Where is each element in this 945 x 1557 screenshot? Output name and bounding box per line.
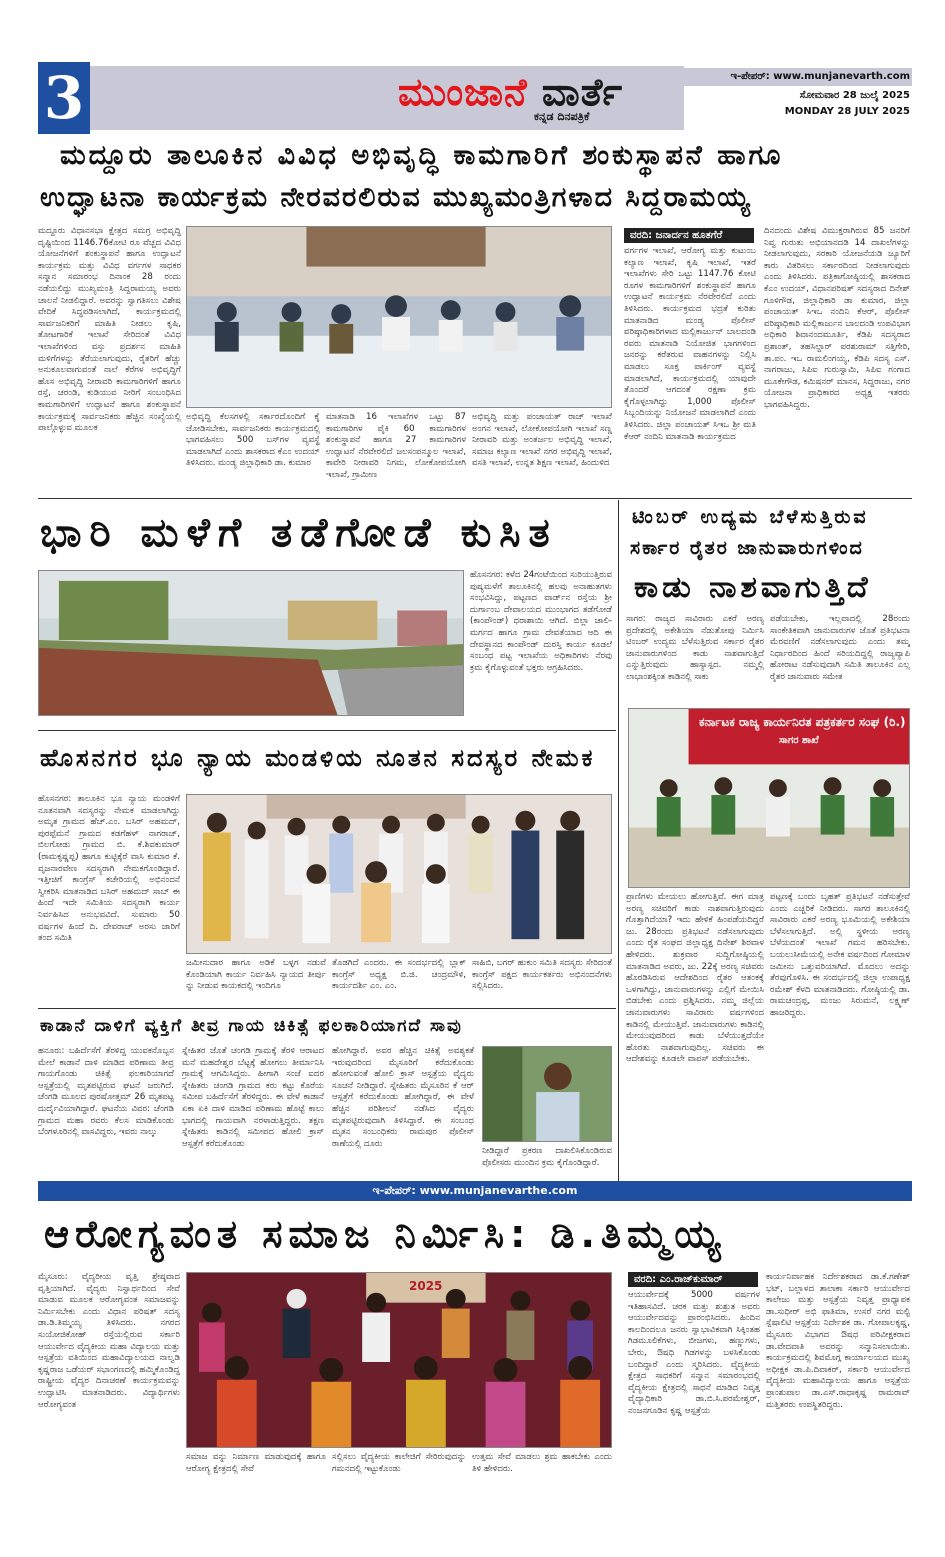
story5-column-2: ಸ್ನೇಹಿತರ ಜೊತೆ ಚಂಗಡಿ ಗ್ರಾಮಕ್ಕೆ ತೆರಳಿ ಆರಾಟದ ಮನೆ ಮಹದೇಶ್ವರ ಬೆಟ್ಟಕ್ಕೆ ಹೋಗಲು ತೀರ್ಮಾನಿಸಿ ಗ್ರಾಮಕ್ಕೆ ಆಗಮಿಸಿದ್ದರು. ಹೀಗಾಗಿ ಸಂಜೆ ಐದರ ಸ್ನೇಹಿತರು ಚಂಗಡಿ ಗ್ರಾಮದ ಕರು ಕಟ್ಟು ಕೊರೆಯ ಸಮೀಪ ಬಹಿರ್ದೆಸೆಗೆ ತೆರಳಿದ್ದರು. ಈ ವೇಳೆ ಕಾಡಾನೆ ಏಕಾ ಏಕಿ ದಾಳಿ ಮಾಡಿದ ಪರಿಣಾಮ ಹೊಟ್ಟೆ ಕಾಲು ಭಾಗದಲ್ಲಿ ಗಾಯವಾಗಿ ನರಳಾಡುತ್ತಿದ್ದರು. ತಕ್ಷಣ ಸ್ನೇಹಿತರು ಕಾಡಿನಲ್ಲಿ ಸಮೀಪದ ಹೋಲಿ ಕ್ರಾಸ್ ಆಸ್ಪತ್ರೆಗೆ ಕರೆದುಕೊಂಡು: [182, 1046, 324, 1149]
felicitation-photo-icon: [187, 1273, 611, 1447]
story6-column-5: ಆಯುರ್ವೇದಕ್ಕೆ 5000 ವರ್ಷಗಳ ಇತಿಹಾಸವಿದೆ. ಚರಕ ಮತ್ತು ಶುಶ್ರುತ ಅವರು ಆಯುರ್ವೇದವನ್ನು ಪ್ರಾರಂಭಿಸಿದರು. ಹಿಂದಿನ ಕಾಲದಿಂದಲೂ ಜನರು ಸ್ವಾಭಾವಿಕವಾಗಿ ಸಿಕ್ಕಿಂತಹ ಗಿಡಮೂಲಿಕೆಗಳು, ಬೀಜಗಳು, ಹಣ್ಣುಗಳು, ಬೇರು, ಔಷಧಿ ಗಿಡಗಳನ್ನು ಬಳಸಿಕೊಂಡು ಬಂದಿದ್ದಾರೆ ಎಂದು ಸ್ಮರಿಸಿದರು. ವೈದ್ಯಕೀಯ ಕ್ಷೇತ್ರದ ಸಾಧಕರಿಗೆ ಸನ್ಮಾನ ಸಮಾರಂಭದಲ್ಲಿ ವೈದ್ಯಕೀಯ ಕ್ಷೇತ್ರದಲ್ಲಿ ಸಾಧನೆ ಮಾಡಿದ ನಿವೃತ್ತ ವೈದ್ಯಾಧಿಕಾರಿ ಡಾ.ಬಿ.ಸಿ.ಪರಮೇಶ್ವರ್, ನಂಜನಗೂಡಿನ ಕೃಷ್ಣ ಆಸ್ಪತ್ರೆಯ: [628, 1290, 760, 1416]
title-part1: ಮುಂಜಾನೆ: [398, 70, 528, 114]
story1-byline: ವರದಿ: ಜನಾರ್ದನ ಹೂತಗೆರೆ: [624, 228, 754, 243]
story1-column-1: ಮದ್ದೂರು ವಿಧಾನಸಭಾ ಕ್ಷೇತ್ರದ ಸಮಗ್ರ ಅಭಿವೃದ್ಧಿ ದೃಷ್ಟಿಯಿಂದ 1146.76ಕೋಟಿ ರೂ ವೆಚ್ಚದ ವಿವಿಧ ಯೋಜನೆಗಳಿಗೆ ಶಂಕುಸ್ಥಾಪನೆ ಹಾಗೂ ಉದ್ಘಾಟನೆ ಕಾರ್ಯಕ್ರಮ ಮತ್ತು ವಿವಿಧ ವರ್ಗಗಳ ಸಾಧಕರ ಸನ್ಮಾನ ಸಮಾರಂಭ ದಿನಾಂಕ 28 ರಂದು ನಡೆಯಲಿದ್ದು ಮುಖ್ಯಮಂತ್ರಿ ಸಿದ್ದರಾಮಯ್ಯ ಅವರು ಚಾಲನೆ ನೀಡಲಿದ್ದಾರೆ. ಅವರನ್ನು ಸ್ವಾಗತಿಸಲು ವಿಶೇಷ ವೇದಿಕೆ ಸಿದ್ಧಪಡಿಸಲಾಗಿದೆ, ಕಾರ್ಯಕ್ರಮದಲ್ಲಿ ಸಾರ್ವಜನಿಕರಿಗೆ ಮಾಹಿತಿ ನೀಡಲು ಕೃಷಿ, ತೋಟಗಾರಿಕೆ ಇಲಾಖೆ ಸೇರಿದಂತೆ ವಿವಿಧ ಇಲಾಖೆಗಳಿಂದ ವಸ್ತು ಪ್ರದರ್ಶನ ಮಾಹಿತಿ ಮಳಿಗೆಗಳನ್ನು ತೆರೆಯಲಾಗುವುದು, ರೈತರಿಗೆ ಹೆಚ್ಚು ಅನುಕೂಲವಾಗುವಂತೆ ನಾಲೆ ಕೆರೆಗಳ ಅಭಿವೃದ್ಧಿಗೆ ಹೊಸ ಅಭಿವೃದ್ಧಿ ನೀರಾವರಿ ಕಾಮಗಾರಿಗಳಿಗೆ ಹಾಗೂ ರಸ್ತೆ, ಚರಂಡಿ, ಕುಡಿಯುವ ನೀರಿಗೆ ಸಂಬಂಧಿಸಿದ ಕಾಮಗಾರಿಗಳಿಗೆ ಉದ್ಘಾಟನೆ ಹಾಗೂ ಶಂಕುಸ್ಥಾಪನೆ ಕಾರ್ಯಕ್ರಮಕ್ಕೆ ಸಾರ್ವಜನಿಕರು ಹೆಚ್ಚಿನ ಸಂಖ್ಯೆಯಲ್ಲಿ ಪಾಲ್ಗೊಳ್ಳುವ ಮೂಲಕ: [38, 226, 181, 434]
story2-body: ಹೊಸನಗರ: ಕಳೆದ 24ಗಂಟೆಯಿಂದ ಸುರಿಯುತ್ತಿರುವ ಪುಷ್ಯಮಳೆಗೆ ತಾಲೂಕಿನಲ್ಲಿ ಹಲವು ಅನಾಹುತಗಳು ಸಂಭವಿಸಿದ್ದು, ಪಟ್ಟಣದ ವಾರ್ಡ್‌ನ ರಸ್ತೆಯ ಶ್ರೀ ದುರ್ಗಾಂಬ ದೇವಾಲಯದ ಮುಂಭಾಗದ ತಡೆಗೋಡೆ (ಕಾಂಪೌಂಡ್) ಧರಾಶಾಯಿ ಆಗಿದೆ. ಬಿಲ್ಲಾ ಚಾಲಿ-ಮರ್ಗದ ಹಾಗೂ ಗ್ರಾಮ ದೇವತೆಯಾದ ಆದಿ ಈ ದೇವಸ್ಥಾನದ ಕಾಂಪೌಂಡ್ ದುರಸ್ತಿ ಕಾರ್ಯ ಕೂಡಲೆ ಸಂಬಂಧ ಪಟ್ಟ ಇಲಾಖೆಯ ಅಧಿಕಾರಿಗಳು ನೆರವು ಕ್ರಮ ಕೈಗೊಳ್ಳುವಂತೆ ಭಕ್ತರು ಆಗ್ರಹಿಸಿದರು.: [470, 570, 612, 673]
masthead-info: [684, 66, 912, 130]
story5-column-3: ಹೋಗಿದ್ದಾರೆ. ಅವರ ಹೆಚ್ಚಿನ ಚಿಕಿತ್ಸೆ ಅವಶ್ಯಕತೆ ಇರುವುದರಿಂದ ಮೈಸೂರಿಗೆ ಕರೆದುಕೊಂಡು ಹೋಗುವಂತೆ ಹೋಲಿ ಕ್ರಾಸ್ ಆಸ್ಪತ್ರೆಯ ವೈದ್ಯರು ಸೂಚನೆ ನೀಡಿದ್ದಾರೆ. ಸ್ನೇಹಿತರು ಮೈಸೂರಿನ ಕೆ ಆರ್ ಆಸ್ಪತ್ರೆಗೆ ಕರೆದುಕೊಂಡು ಹೋಗಿದ್ದಾರೆ, ಈ ವೇಳೆ ಹೆಚ್ಚಿನ ಪರಿಶೀಲನೆ ನಡೆಸಿದ ವೈದ್ಯರು ಮೃತಪಟ್ಟಿರುವುದಾಗಿ ತಿಳಿಸಿದ್ದಾರೆ. ಈ ಸಂಬಂಧ ಮೃತನ ಸಂಬಂಧಿಕರು ರಾಮಪುರ ಪೊಲೀಸ್ ಠಾಣೆಯಲ್ಲಿ ದೂರು: [332, 1046, 474, 1149]
story4-headline: ಹೊಸನಗರ ಭೂ ನ್ಯಾಯ ಮಂಡಳಿಯ ನೂತನ ಸದಸ್ಯರ ನೇಮಕ: [40, 744, 596, 772]
victim-portrait-icon: [483, 1047, 611, 1141]
story4-column-1: ಹೊಸನಗರ: ತಾಲೂಕಿನ ಭೂ ನ್ಯಾಯ ಮಂಡಳಿಗೆ ನೂತನವಾಗಿ ಸದಸ್ಯರನ್ನು ನೇಮಕ ಮಾಡಲಾಗಿದ್ದು ಅಮೃತ ಗ್ರಾಮದ ಹೆಚ್.ಎಂ. ಬಸಿರ್ ಅಹಮದ್, ಪುರಪ್ಪೆಮನೆ ಗ್ರಾಮದ ಕಡಗೆಹಳ್ ನಾಗರಾಜ್, ಬಿಲಗೋಡು ಗ್ರಾಮದ ಬಿ. ಕೆ.ಶಿವಕುಮಾರ್ (ರಾಮಕೃಷ್ಣಪ್ಪ) ಹಾಗೂ ಕುಟ್ಟಿಕ್ಕೆರೆ ವಾಸಿ ಕುಮಾರ ಕೆ. ವೃಜನಾರವೇಣ ಸದಸ್ಯರಾಗಿ ನೇಮಕಗೊಂಡಿದ್ದಾರೆ. ಇತ್ತೀಚಿಗೆ ಕಾಂಗ್ರೆಸ್ ಕಚೇರಿಯಲ್ಲಿ ಅಭಿನಂದನೆ ಸ್ವೀಕರಿಸಿ ಮಾತನಾಡಿದ ಬಸಿರ್ ಅಹಮದ್ ಸಾಬ್ ಈ ಹಿಂದೆ ಇದೇ ಸಮಿತಿಯ ಸದಸ್ಯರಾಗಿ ಕಾರ್ಯ ನಿರ್ವಹಿಸಿದ ಅನುಭವವಿದೆ. ಸುಮಾರು 50 ವರ್ಷಗಳ ಹಿಂದೆ ದಿ. ದೇವರಾಜ್ ಅರಸು ಜಾರಿಗೆ ತಂದ ಸಮಿತಿ: [38, 794, 180, 944]
story4-column-4: ಸಾಹಿಬಿ, ಬಗರ್ ಹುಕುಂ ಸಮಿತಿ ಸದಸ್ಯರು ಸೇರಿದಂತೆ ಕಾಂಗ್ರೆಸ್ ಪಕ್ಷದ ಕಾರ್ಯಕರ್ತರು ಅಭಿನಂದನೆಗಳು ಸಲ್ಲಿಸಿದರು.: [472, 958, 612, 992]
story4-column-2: ಜಮೀನುದಾರ ಹಾಗೂ ಅಡಿಕೆ ಬಳ್ಳಗ ನಡುವೆ ಕೊಂಡಿಯಾಗಿ ಕಾರ್ಯ ನಿರ್ವಹಿಸಿ ನ್ಯಾಯದ ತೀರ್ಪು ನ್ನು ನೀಡುವ ಕಾಯಕದಲ್ಲಿ ಇಂದಿಗೂ: [186, 958, 326, 992]
story4-column-3: ತೊಡಗಿದೆ ಎಂದರು. ಈ ಸಂದರ್ಭದಲ್ಲಿ ಬ್ಲಾಕ್ ಕಾಂಗ್ರೆಸ್ ಅಧ್ಯಕ್ಷ ಬಿ.ಜಿ. ಚಂದ್ರಮೌಳಿ, ಕಾರ್ಯದರ್ಶಿ ಎಂ. ಎಂ.: [332, 958, 466, 992]
date-kannada: ಸೋಮವಾರ 28 ಜುಲೈ 2025: [799, 90, 910, 101]
story1-under-photo-b: ಮಾತನಾಡಿ 16 ಇಲಾಖೆಗಳ ಒಟ್ಟು 87 ಕಾಮಗಾರಿಗಳ ಪೈಕಿ 60 ಕಾಮಗಾರಿಗಳ ಶಂಕುಸ್ಥಾಪನೆ ಹಾಗೂ 27 ಕಾಮಗಾರಿಗಳ ಉದ್ಘಾಟನೆ ನೆರವೇರಲಿದೆ ಜಲಸಂಪನ್ಮೂಲ ಇಲಾಖೆ, ಕಾವೇರಿ ನೀರಾವರಿ ನಿಗಮ, ಲೋಕೋಪಯೋಗಿ ಇಲಾಖೆ, ಗ್ರಾಮೀಣ: [326, 412, 466, 480]
story6-column-4: ಉತ್ತಮ ಸೇವೆ ಮಾಡಲು ಶ್ರಮ ಹಾಕಬೇಕು ಎಂದು ತಿಳಿ ಹೇಳಿದರು.: [472, 1452, 612, 1474]
farmers-meeting-photo-icon: [629, 709, 909, 887]
collapsed-wall-photo-icon: [39, 571, 463, 715]
story5-headline: ಕಾಡಾನೆ ದಾಳಿಗೆ ವ್ಯಕ್ತಿಗೆ ತೀವ್ರ ಗಾಯ ಚಿಕಿತ್ಸೆ ಫಲಕಾರಿಯಾಗದೆ ಸಾವು: [40, 1016, 463, 1036]
story5-column-4: ನೀಡಿದ್ದಾರೆ ಪ್ರಕರಣ ದಾಖಲಿಸಿಕೊಂಡಿರುವ ಪೊಲೀಸರು ಮುಂದಿನ ಕ್ರಮ ಕೈಗೊಂಡಿದ್ದಾರೆ.: [482, 1146, 612, 1168]
story3-column-1: ಸಾಗರ: ರಾಜ್ಯದ ಸಾವಿರಾರು ಎಕರೆ ಅರಣ್ಯ ಪ್ರದೇಶದಲ್ಲಿ ಅಕೇಶಿಯಾ ನೆಡುತೋಪು ನಿರ್ಮಿಸಿ ಟಿಂಬರ್ ಉದ್ಯಮ ಬೆಳೆಸುತ್ತಿರುವ ಸರ್ಕಾರ ರೈತರ ಜಾನುವಾರುಗಳಿಂದ ಕಾಡು ನಾಶವಾಗುತ್ತಿದೆ ಎನ್ನುತ್ತಿರುವುದು ಹಾಸ್ಯಾಸ್ಪದ. ನಮ್ಮಲ್ಲಿ ಲಾಭಾಂಶಕ್ಕಿಂತ ಕಾಡಿನಲ್ಲಿ ಸಾಕು: [626, 614, 764, 682]
newspaper-subtitle: ಕನ್ನಡ ದಿನಪತ್ರಿಕೆ: [534, 110, 590, 123]
story1-headline-line2: ಉದ್ಘಾಟನಾ ಕಾರ್ಯಕ್ರಮ ನೇರವರಲಿರುವ ಮುಖ್ಯಮಂತ್ರಿಗಳಾದ ಸಿದ್ದರಾಮಯ್ಯ: [40, 182, 752, 213]
page-number: 3: [38, 62, 90, 134]
story6-column-3: ಸಲ್ಲಿಸಲು ವೈದ್ಯಕೀಯ ಕಾಲೇಜಿಗೆ ಸೇರಿರುವುದನ್ನು ಗಮನದಲ್ಲಿ ಇಟ್ಟುಕೊಂಡು: [332, 1452, 466, 1474]
newspaper-title: [398, 70, 623, 115]
divider: [38, 730, 616, 731]
story6-column-2: ಸಮಾಜ ವನ್ನು ನಿರ್ಮಾಣ ಮಾಡುವುದಕ್ಕೆ ಹಾಗೂ ಆರೋಗ್ಯ ಕ್ಷೇತ್ರದಲ್ಲಿ ಸೇವೆ: [186, 1452, 326, 1474]
story1-under-photo-a: ಅಭಿವೃದ್ಧಿ ಕೆಲಸಗಳಲ್ಲಿ ಸರ್ಕಾರದೊಂದಿಗೆ ಕೈ ಜೋಡಿಸಬೇಕು, ಸಾರ್ವಜನಿಕರು ಕಾರ್ಯಕ್ರಮದಲ್ಲಿ ಭಾಗವಹಿಸಲು 500 ಬಸ್‌ಗಳ ವ್ಯವಸ್ಥೆ ಮಾಡಲಾಗಿದೆ ಎಂದು ಶಾಸಕರಾದ ಕೆಎಂ ಉದಯ್ ತಿಳಿಸಿದರು. ಮಂಡ್ಯ ಜಿಲ್ಲಾಧಿಕಾರಿ ಡಾ. ಕುಮಾರ: [186, 412, 320, 469]
story3-column-3: ಪ್ರಾಣಿಗಳು ಮೇಯಲು ಹೋಗುತ್ತಿವೆ. ಈಗ ಮಾತ್ರ ಅರಣ್ಯ ಸಚಿವರಿಗೆ ಕಾಡು ನಾಶವಾಗುತ್ತಿರುವುದು ಗೊತ್ತಾಗಿದೆಯಾ? ಇದು ಹೇಳಿಕೆ ಹಿಂಪಡೆಯದಿದ್ದರೆ ಜು. 28ರಂದು ಪ್ರತಿಭಟನೆ ನಡೆಸಲಾಗುವುದು ಎಂದು ರೈತ ಸಂಘದ ಜಿಲ್ಲಾಧ್ಯಕ್ಷ ದಿನೇಶ್ ಶಿರವಾಳ ಹೇಳಿದರು. ಶುಕ್ರವಾರ ಸುದ್ದಿಗೋಷ್ಠಿಯಲ್ಲಿ ಮಾತನಾಡಿದ ಅವರು, ಜು. 22ಕ್ಕೆ ಅರಣ್ಯ ಸಚಿವರು ಹೊರಡಿಸಿರುವ ಆದೇಶದಿಂದ ರೈತರ ಆತಂಕಕ್ಕೆ ಒಳಗಾಗಿದ್ದು, ಜಾನುವಾರುಗಳನ್ನು ಎಲ್ಲಿಗೆ ಮೇಯಿಸಿ ಬಿಡಬೇಕು ಎಂದು ಪ್ರಶ್ನಿಸಿದರು. ನಮ್ಮ ಜಿಲ್ಲೆಯ ಜಾನುವಾರುಗಳು ಸಾವಿರಾರು ವರ್ಷಗಳಿಂದ ಕಾಡಿನಲ್ಲಿ ಮೇಯುತ್ತಿವೆ. ಜಾನುವಾರುಗಳು ಕಾಡಿನಲ್ಲಿ ಮೇಯುವುದರಿಂದ ಕಾಡು ಬೆಳೆಯುತ್ತದೆಯೇ ಹೊರತು ನಾಶವಾಗುವುದಿಲ್ಲ. ಸಚಿವರು ಈ ಆದೇಶವನ್ನು ಕೂಡಲೇ ವಾಪಸ್ ಪಡೆಯಬೇಕು.: [626, 892, 764, 1065]
epaper-band: ಇ-ಪೇಪರ್: www.munjanevarthe.com: [38, 1181, 912, 1201]
story1-column-3: ವರ್ಗಗಳ ಇಲಾಖೆ, ಆರೋಗ್ಯ ಮತ್ತು ಕುಟುಂಬ ಕಲ್ಯಾಣ ಇಲಾಖೆ, ಕೃಷಿ ಇಲಾಖೆ, ಇತರೆ ಇಲಾಖೆಗಳು ಸೇರಿ ಒಟ್ಟು 1147.76 ಕೋಟಿ ರೂಗಳ ಕಾಮಗಾರಿಗಳಿಗೆ ಶಂಕುಸ್ಥಾಪನೆ ಹಾಗೂ ಉದ್ಘಾಟನೆ ಕಾರ್ಯಕ್ರಮ ನೆರವೇರಲಿದೆ ಎಂದು ತಿಳಿಸಿದರು. ಕಾರ್ಯಕ್ರಮದ ಭದ್ರತೆ ಕುರಿತು ಮಾತನಾಡಿದ ಮಂಡ್ಯ ಪೊಲೀಸ್ ವರಿಷ್ಠಾಧಿಕಾರಿಗಳಾದ ಮಲ್ಲಿಕಾರ್ಜುನ್ ಬಾಲದಂಡಿ ರವರು ಮಾತನಾಡಿ ನಿಯೋಜಿತ ಭಾಗಗಳಿಂದ ಜನರನ್ನು ಕರೆತರುವ ವಾಹನಗಳನ್ನು ನಿಲ್ಲಿಸಿ ಮಾಡಲು ಸೂಕ್ತ ಪಾರ್ಕಿಂಗ್ ವ್ಯವಸ್ಥೆ ಮಾಡಲಾಗಿದೆ, ಕಾರ್ಯಕ್ರಮದಲ್ಲಿ ಯಾವುದೇ ತೊಂದರೆ ಆಗದಂತೆ ರಕ್ಷಣಾ ಕ್ರಮ ಕೈಗೊಳ್ಳಲಾಗಿದ್ದು 1,000 ಪೊಲೀಸ್ ಸಿಬ್ಬಂದಿಯನ್ನು ನಿಯೋಜನೆ ಮಾಡಲಾಗಿದೆ ಎಂದು ತಿಳಿಸಿದರು. ಜಿಲ್ಲಾ ಪಂಚಾಯತ್ ಸಿಇಒ ಶ್ರೀ ಮತಿ ಕೆಆರ್ ನಂದಿನಿ ಮಾತನಾಡಿ ಕಾರ್ಯಕ್ರಮದ: [624, 246, 756, 442]
story6-photo: [186, 1272, 612, 1448]
photo-banner-text: ಕರ್ನಾಟಕ ರಾಜ್ಯ ಕಾರ್ಯನಿರತ ಪತ್ರಕರ್ತರ ಸಂಘ (ರಿ.): [699, 715, 906, 729]
masthead: [38, 62, 912, 138]
photo-year-text: 2025: [409, 1279, 443, 1293]
story3-column-2: ಪಡೆಯಬೇಕು, ಇಲ್ಲವಾದಲ್ಲಿ 28ರಂದು ಸಾಂಕೇತಿಕವಾಗಿ ಜಾನುವಾರುಗಳ ಜೊತೆ ಪ್ರತಿಭಟನಾ ಮೆರವಣಿಗೆ ನಡೆಸಲಾಗುವುದು ಎಂದು ತಮ್ಮ ನಿರ್ಧಾರದಿಂದ ಹಿಂದೆ ಸರಿಯದಿದ್ದಲ್ಲಿ ರಾಜ್ಯವ್ಯಾಪಿ ಹೋರಾಟ ನಡೆಸುವುದಾಗಿ ಸಮಿತಿ ತಾಲೂಕಿನ ಎಲ್ಲ ರೈತರ ಜಾನುವಾರು ಸಮೇತ: [770, 614, 910, 682]
press-meet-photo-icon: [187, 227, 611, 407]
group-photo-icon: [187, 795, 611, 953]
story6-byline: ವರದಿ: ಎಂ.ರಾಜ್‌ಕುಮಾರ್: [628, 1272, 758, 1287]
divider: [38, 1008, 616, 1009]
story3-headline-line3: ಕಾಡು ನಾಶವಾಗುತ್ತಿದೆ: [634, 570, 872, 605]
story3-column-4: ಪಟ್ಟಣಕ್ಕೆ ಬಂದು ಬೃಹತ್ ಪ್ರತಿಭಟನೆ ನಡೆಸುತ್ತೇವೆ ಎಂದು ಎಚ್ಚರಿಕೆ ನೀಡಿದರು. ಸಾಗರ ತಾಲೂಕಿನಲ್ಲಿ ಸಾವಿರಾರು ಎಕರೆ ಅರಣ್ಯ ಭೂಮಿಯಲ್ಲಿ ಅಕೇಶಿಯಾ ಬೆಳೆಸಲಾಗುತ್ತಿದೆ. ಅಲ್ಲಿ ಸ್ಥಳೀಯ ಅರಣ್ಯ ಬೆಳೆಯದಂತೆ ಇಲಾಖೆ ಗಮನ ಹರಿಸಬೇಕು. ಬಯಲುಸೀಮೆಯಲ್ಲಿ ಅನೇಕ ವರ್ಷದಿಂದ ಗೋಮಾಳ ಜಮೀನು ಒತ್ತುವರಿಯಾಗಿದೆ. ಮೊದಲು ಅದನ್ನು ತೆರವುಗೊಳಿಸಿ. ಈ ಸಂದರ್ಭದಲ್ಲಿ ಜಿಲ್ಲಾ ಉಪಾಧ್ಯಕ್ಷ ರಮೇಶ್ ಕೆಳದಿ ಮಾತನಾಡಿದರು. ಗೋಷ್ಠಿಯಲ್ಲಿ ಡಾ. ರಾಮಚಂದ್ರಪ್ಪ, ಮಂಜು ಸಿರುಮನೆ, ಲಕ್ಷ್ಮಣ್ ಹಾಜರಿದ್ದರು.: [770, 892, 910, 1018]
story3-headline-line1: ಟಿಂಬರ್ ಉದ್ಯಮ ಬೆಳೆಸುತ್ತಿರುವ: [632, 506, 869, 528]
divider: [38, 498, 912, 499]
website-label: ಇ-ಪೇಪರ್: www.munjanevarth.com: [684, 68, 912, 86]
story6-headline: ಆರೋಗ್ಯವಂತ ಸಮಾಜ ನಿರ್ಮಿಸಿ: ಡಿ.ತಿಮ್ಮಯ್ಯ: [44, 1212, 727, 1256]
story1-under-photo-c: ಅಭಿವೃದ್ಧಿ ಮತ್ತು ಪಂಚಾಯತ್ ರಾಜ್ ಇಲಾಖೆ ಅಂಗನ ಇಲಾಖೆ, ಲೋಕೋಪಯೋಗಿ ಇಲಾಖೆ ಸಣ್ಣ ನೀರಾವರಿ ಮತ್ತು ಅಂತರ್ಜಲ ಅಭಿವೃದ್ಧಿ ಇಲಾಖೆ, ಸಮಾಜ ಕಲ್ಯಾಣ ಇಲಾಖೆ ನಗರ ಅಭಿವೃದ್ಧಿ ಇಲಾಖೆ, ವಸತಿ ಇಲಾಖೆ, ಉನ್ನತ ಶಿಕ್ಷಣ ಇಲಾಖೆ, ಹಿಂದುಳಿದ: [472, 412, 612, 469]
story1-column-4: ದಿನದಂದು ವಿಶೇಷ ವಿಮುಕ್ತರಾಗಿರುವ 85 ಜನರಿಗೆ ನಿವ್ವ ಗುರುತು ಅಭಿಯಾನದಡಿ 14 ದಾಖಲೆಗಳನ್ನು ನೀಡಲಾಗುವುದು, ಸರಕಾರಿ ಯೋಜನೆಯಡಿ ಜ್ಯೂರಿಗೆ ಕಾರು ವಿತರಿಸಲು ಸರ್ಕಾರದಿಂದ ನೀಡಲಾಗುವುದು ಎಂದು ತಿಳಿಸಿದರು. ಪತ್ರಿಕಾಗೋಷ್ಠಿಯಲ್ಲಿ ಶಾಸಕರಾದ ಕೆಎಂ ಉದಯ್, ವಿಧಾನಪರಿಷತ್ ಸದಸ್ಯರಾದ ದಿನೇಶ್ ಗೂಳಿಗೌಡ, ಜಿಲ್ಲಾಧಿಕಾರಿ ಡಾ ಕುಮಾರ, ಜಿಲ್ಲಾ ಪಂಚಾಯತ್ ಸಿಇಒ ನಂದಿನಿ ಕೆಆರ್, ಪೊಲೀಸ್ ವರಿಷ್ಠಾಧಿಕಾರಿ ಮಲ್ಲಿಕಾರ್ಜುನ ಬಾಲದಂಡಿ ಉಪವಿಭಾಗ ಅಧಿಕಾರಿ ಶಿವಾನಂದಮೂರ್ತಿ, ಕೆಡಿಪಿ ಸದಸ್ಯರಾದ ಪ್ರಶಾಂತ್, ತಹಸಿಲ್ದಾರ್ ಪರಶುರಾಮ್ ಸತ್ತಿಗೇರಿ, ತಾ.ಪಂ. ಇಒ ರಾಮಲಿಂಗಯ್ಯ, ಕೆಡಿಪಿ ಸದಸ್ಯ ಎಸ್. ನಾಗರಾಜು, ಸಿಪಿಐ ಗುರುಸ್ವಾಮಿ, ಸಿಪಿಐ ಗಂಗಾದ ಮೂಕೇಗೌಡ, ಕಮಿಷನರ್ ಮಾನಸ, ಸಿದ್ದರಾಜು, ನಗರ ಯೋಜನಾ ಪ್ರಾಧಿಕಾರದ ಅಧ್ಯಕ್ಷ ಇತರರು ಭಾಗವಹಿಸಿದ್ದರು.: [764, 226, 910, 410]
story3-headline-line2: ಸರ್ಕಾರ ರೈತರ ಜಾನುವಾರುಗಳಿಂದ: [630, 537, 864, 559]
story1-headline-line1: ಮದ್ದೂರು ತಾಲೂಕಿನ ವಿವಿಧ ಅಭಿವೃದ್ಧಿ ಕಾಮಗಾರಿಗೆ ಶಂಕುಸ್ಥಾಪನೆ ಹಾಗೂ: [60, 140, 784, 171]
photo-banner-subtext: ಸಾಗರ ಶಾಖೆ: [779, 735, 819, 746]
date-english: MONDAY 28 JULY 2025: [784, 106, 910, 117]
story1-photo: [186, 226, 612, 408]
story5-column-1: ಹನೂರು: ಬಹಿರ್ದೆಸೆಗೆ ತೆರಳಿದ್ದ ಯುವಕನೊಬ್ಬನ ಮೇಲೆ ಕಾಡಾನೆ ದಾಳಿ ಮಾಡಿದ ಪರಿಣಾಮ ತೀವ್ರ ಗಾಯಗೊಂಡು ಚಿಕಿತ್ಸೆ ಫಲಕಾರಿಯಾಗದೆ ಆಸ್ಪತ್ರೆಯಲ್ಲಿ ಮೃತಪಟ್ಟಿರುವ ಘಟನೆ ಜರುಗಿದೆ. ಚೆಂಗಡಿ ಮೂಲದ ಪುರಷೋತ್ತಮ್ 26 ಮೃತಪಟ್ಟ ದುರ್ದೈವಿಯಾಗಿದ್ದಾರೆ. ಘಟನೆಯ ವಿವರ: ಚೆಂಗಡಿ ಗ್ರಾಮದ ಮಹಾ ರವರು ಕೆಲಸ ಮಾಡಿಕೊಂಡು ಬೆಂಗಳೂರಿನಲ್ಲಿ ವಾಸವಿದ್ದರು, ಇವರು ನಾಲ್ಕು: [38, 1046, 174, 1138]
story2-photo: [38, 570, 464, 716]
story3-photo: [628, 708, 910, 888]
story4-photo: [186, 794, 612, 954]
story6-column-6: ಕಾರ್ಯನಿರ್ವಾಹಕ ನಿರ್ದೇಶಕರಾದ ಡಾ.ಕೆ.ಗಣೇಶ್ ಭಟ್, ಬಲ್ಲಾಳದ ತಾಲಾಕಾ ಸರ್ಕಾರಿ ಆಯುರ್ವೇದ ಕಾಲೇಜು ಮತ್ತು ಆಸ್ಪತ್ರೆಯ ನಿವೃತ್ತ ಪ್ರಾಧ್ಯಾಪಕ ಡಾ.ಸುಧೀರ್ ಅಭಿ ಫಾತಿಮಾ, ಉಸರೆ ನಗರ ಮಲ್ಟಿ ಸ್ಪೆಷಾಲಿಟಿ ಆಸ್ಪತ್ರೆಯ ನಿರ್ದೇಶಕ ಡಾ. ಗೋಪಾಲಕೃಷ್ಣ, ಮೈಸೂರು ವಿಭಾಗದ ಔಷಧ ಪರಿವೀಕ್ಷಕರಾದ ಡಾ.ವೇದವಾತಿ ಅವರನ್ನು ಸನ್ಮಾನಿಸಲಾಯಿತು. ಕಾರ್ಯಕ್ರಮದಲ್ಲಿ ಶಿವಮೊಗ್ಗ ಕಾರ್ಯಾಲಯದ ಮುಖ್ಯ ಅಧೀಕ್ಷಕ ಡಾ.ಪಿ.ದಿವಾಕರ್, ಸರ್ಕಾರಿ ಆಯುರ್ವೇದ ವೈದ್ಯಕೀಯ ಮಹಾವಿದ್ಯಾಲಯ ಹಾಗೂ ಆಸ್ಪತ್ರೆಯ ಪ್ರಾಂಶುಪಾಲ ಡಾ.ಎಸ್.ರಾಧಾಕೃಷ್ಣ ರಾಮರಾವ್ ಮತ್ತಿತರರು ಉಪಸ್ಥಿತರಿದ್ದರು.: [766, 1272, 910, 1410]
story5-photo: [482, 1046, 612, 1142]
title-part2: ವಾರ್ತೆ: [541, 70, 624, 114]
column-divider: [618, 500, 619, 1184]
story6-column-1: ಮೈಸೂರು: ವೈದ್ಯರೀಯ ವೃತ್ತಿ ಶ್ರೇಷ್ಠವಾದ ವೃತ್ತಿಯಾಗಿದೆ. ವೈದ್ಯರು ನಿಸ್ವಾರ್ಥದಿಂದ ಸೇವೆ ಮಾಡುವ ಮೂಲಕ ಆರೋಗ್ಯವಂತ ಸಮಾಜವನ್ನು ನಿರ್ಮಿಸಬೇಕು ಎಂದು ವಿಧಾನ ಪರಿಷತ್ ಸದಸ್ಯ ಡಾ.ಡಿ.ತಿಮ್ಮಯ್ಯ ತಿಳಿಸಿದರು. ನಗರದ ಸುಯೋಜಿಕೋಹ್ ರಸ್ತೆಯಲ್ಲಿರುವ ಸರ್ಕಾರಿ ಆಯುರ್ವೇದ ವೈದ್ಯಕೀಯ ಮಹಾ ವಿದ್ಯಾಲಯ ಮತ್ತು ಆಸ್ಪತ್ರೆಯ ವತಿಯಿಂದ ಮಹಾವಿದ್ಯಾಲಯದ ನಾಲ್ವಡಿ ಕೃಷ್ಣರಾಜ ಒಡೆಯರ್ ಸಭಾಂಗಣದಲ್ಲಿ ಹಮ್ಮಿಕೊಂಡಿದ್ದ ರಾಷ್ಟ್ರೀಯ ವೈದ್ಯರ ದಿನಾಚರಣೆ ಕಾರ್ಯಕ್ರಮವನ್ನು ಉದ್ಘಾಟಿಸಿ ಮಾತನಾಡಿದರು. ವಿದ್ಯಾರ್ಥಿಗಳು ಆರೋಗ್ಯವಂತ: [38, 1272, 180, 1410]
story2-headline: ಭಾರಿ ಮಳೆಗೆ ತಡೆಗೋಡೆ ಕುಸಿತ: [40, 510, 558, 556]
